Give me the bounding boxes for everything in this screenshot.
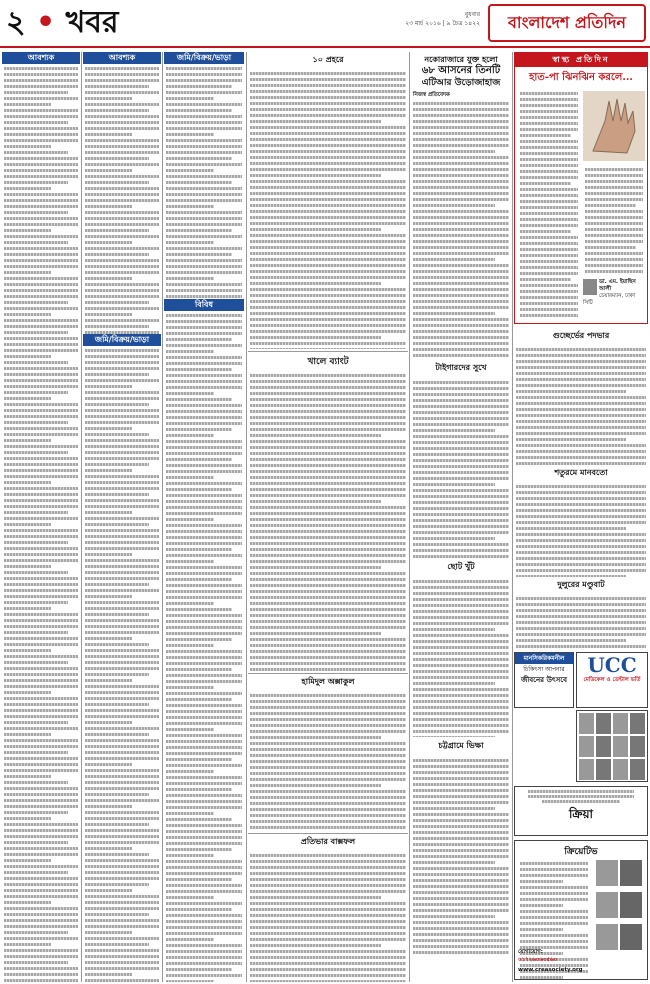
classified-column-3 xyxy=(164,52,244,982)
sub-story1-title: টাইগারদের সুখে xyxy=(435,362,487,372)
middle-right-column xyxy=(411,52,511,982)
continued-story-body xyxy=(248,69,408,349)
right-story1-body xyxy=(514,345,648,465)
lead-story-body xyxy=(411,99,511,359)
sub-story2-title: ছোট খুঁট xyxy=(447,561,475,571)
topper-photo xyxy=(620,924,642,950)
student-photo xyxy=(630,759,645,780)
health-title: হাত-পা ঝিনঝিন করলে... xyxy=(529,72,633,83)
classified-col2-body-top xyxy=(83,64,161,334)
column-divider xyxy=(246,52,247,982)
creative-contact-label: যোগাযোগ: xyxy=(518,949,543,955)
topper-photo xyxy=(620,892,642,918)
health-body-right xyxy=(583,165,645,275)
student-photo xyxy=(579,736,594,757)
student-photo xyxy=(596,736,611,757)
classified-col3-heading: জমি/বিক্রয়/ভাড়া xyxy=(164,52,244,64)
classified-col1-heading: আবশ্যক xyxy=(2,52,80,64)
story-divider xyxy=(248,351,408,352)
page-number xyxy=(6,6,119,40)
creative-ad xyxy=(514,840,648,980)
topper-photo xyxy=(596,860,618,886)
lead-headline-line1: নকোরাজারে যুক্ত হলো xyxy=(424,54,498,64)
classified-col2-heading: আবশ্যক xyxy=(83,52,161,64)
story1-body xyxy=(248,371,408,671)
continued-title: ১০ প্রহরে xyxy=(312,54,344,64)
kriya-ad-title: ক্রিয়া xyxy=(568,807,594,821)
topper-photo xyxy=(596,924,618,950)
classified-col2-body-bottom xyxy=(83,346,161,982)
lead-headline-line2: ৬৮ আসনের তিনটি xyxy=(421,65,501,76)
story3-body xyxy=(248,851,408,982)
mental-ad-title: মানসিকরিকমনীল xyxy=(515,653,573,664)
student-photo xyxy=(613,713,628,734)
creative-phone: ০১৭২৬০৬৩৫৬০ xyxy=(518,957,558,963)
classified-col3-subheading: বিবিধ xyxy=(164,299,244,311)
date-full: ২৩ মার্চ ২০১৬ | ৯ চৈত্র ১৪২২ xyxy=(405,20,480,27)
story1-title: খালে ব্যাংট xyxy=(307,357,349,367)
page-header xyxy=(0,0,650,48)
classified-col2-subheading: জমি/বিক্রয়/ভাড়া xyxy=(83,334,161,346)
sub-story3-body xyxy=(411,756,511,956)
doctor-role: চেয়ারম্যান, ঢাকা সিটি xyxy=(583,293,636,306)
student-photo xyxy=(579,713,594,734)
classified-col3-body-bottom xyxy=(164,311,244,982)
kriya-ad xyxy=(514,786,648,836)
health-banner: স্বাস্থ্য প্রতিদিন xyxy=(515,53,647,67)
student-photo xyxy=(630,736,645,757)
mental-ad-sub2: জীবনের উৎসবে xyxy=(521,676,567,684)
hand-photo xyxy=(583,91,645,161)
ucc-brand: UCC xyxy=(587,653,637,677)
right-story3-body xyxy=(514,594,648,648)
ucc-ad xyxy=(576,652,648,708)
center-news-column xyxy=(248,52,408,982)
topper-photo xyxy=(596,892,618,918)
column-divider xyxy=(81,52,82,982)
story-divider xyxy=(248,673,408,674)
sub-story1-body xyxy=(411,378,511,558)
health-section xyxy=(514,52,648,324)
date-line xyxy=(360,10,480,28)
column-divider xyxy=(512,52,513,982)
kriya-ad-info xyxy=(515,787,647,806)
right-story2-body xyxy=(514,482,648,577)
mental-ad-sub1: চিকিৎসা আপনার xyxy=(523,666,565,673)
column-divider xyxy=(409,52,410,982)
right-story3-title: দুলুরের মণ্ডুবাট xyxy=(557,579,605,589)
hand-icon xyxy=(583,91,645,161)
classified-column-2 xyxy=(83,52,161,982)
page-section: খবর xyxy=(65,5,119,40)
right-story2-title: শতুরমে মানবতো xyxy=(554,467,608,477)
lead-headline-line3: এটিআর উড়োজাহাজ xyxy=(421,78,501,88)
student-photo xyxy=(630,713,645,734)
right-story1-title: গুচ্ছের্ভের পদভার xyxy=(552,330,610,340)
student-photo xyxy=(613,736,628,757)
doctor-credit xyxy=(583,279,645,307)
classified-col3-body-top xyxy=(164,64,244,299)
creative-ad-title: ক্রিয়েটিভ xyxy=(564,847,598,857)
column-divider xyxy=(162,52,163,982)
bullet-icon: • xyxy=(35,5,56,40)
lead-dateline: নিজস্ব প্রতিবেদক xyxy=(413,92,450,98)
date-weekday: বুধবার xyxy=(464,11,480,18)
story2-body xyxy=(248,691,408,831)
topper-photo xyxy=(620,860,642,886)
health-body-left xyxy=(518,89,580,319)
classified-col1-body xyxy=(2,67,80,982)
students-photo-grid xyxy=(576,710,648,782)
student-photo xyxy=(596,713,611,734)
classified-column-1 xyxy=(2,52,80,982)
story-divider xyxy=(248,833,408,834)
student-photo xyxy=(613,759,628,780)
page-number-value: ২ xyxy=(6,5,26,40)
creative-ad-photos xyxy=(595,859,645,955)
story2-title: হামিদুল অক্সাকুল xyxy=(301,676,355,686)
ucc-tagline: মেডিকেল ও ডেন্টাল ভর্তি xyxy=(583,677,641,683)
story3-title: প্রতিভার বাক্সফল xyxy=(300,836,356,846)
sub-story3-title: চট্টগ্রামে ভিক্ষা xyxy=(438,740,484,750)
right-stories-column xyxy=(514,328,648,648)
creative-website: www.creasociety.org xyxy=(518,967,583,973)
student-photo xyxy=(579,759,594,780)
student-photo xyxy=(596,759,611,780)
sub-story2-body xyxy=(411,577,511,737)
mental-health-ad xyxy=(514,652,574,708)
doctor-photo xyxy=(583,279,597,295)
brand-logo: বাংলাদেশ প্রতিদিন xyxy=(488,4,646,42)
doctor-name: ডা. এম. ইয়াছিন আলী xyxy=(599,279,636,292)
